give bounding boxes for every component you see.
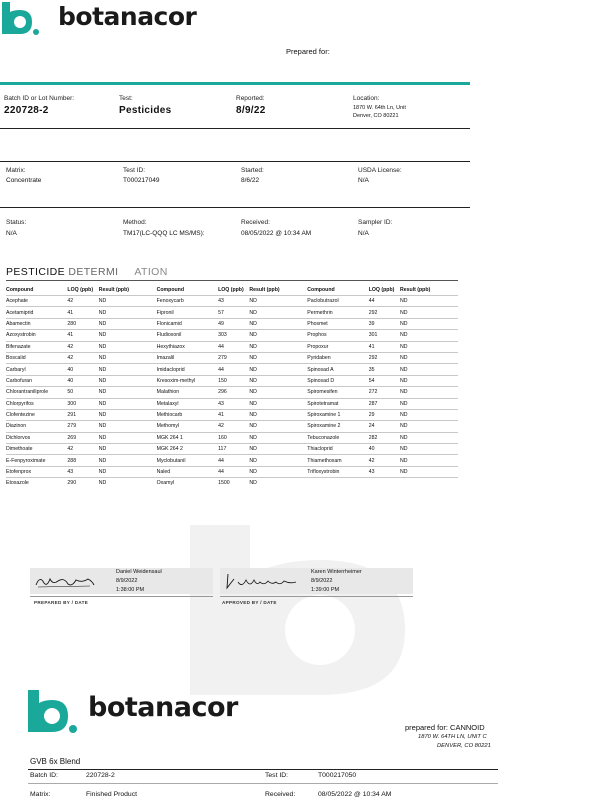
result-cell: ND [99,330,157,341]
result-cell: ND [99,421,157,432]
table-row [6,478,458,489]
loq-cell: 42 [67,296,98,307]
loq-cell: 150 [218,375,249,386]
compound-cell: Fludioxonil [157,330,218,341]
table-row [6,352,458,363]
batch-label: Batch ID or Lot Number: [4,95,75,102]
result-cell: ND [99,364,157,375]
compound-cell: Spirotetramat [307,398,368,409]
loq-cell: 54 [369,375,400,386]
compound-cell: Etoxazole [6,478,67,489]
loq-cell: 39 [369,318,400,329]
result-cell: ND [249,318,307,329]
result-cell: ND [249,455,307,466]
compound-cell: Prophos [307,330,368,341]
prepared-date: 8/9/2022 [116,578,138,584]
compound-cell: MGK 264 1 [157,432,218,443]
compound-cell: Boscalid [6,352,67,363]
reported-value: 8/9/22 [236,105,266,116]
approved-date: 8/9/2022 [311,578,333,584]
col-header-loq: LOQ (ppb) [67,287,94,293]
loq-cell: 303 [218,330,249,341]
compound-cell: Myclobutanil [157,455,218,466]
location-line1: 1870 W. 64th Ln, Unit [353,105,406,111]
result-cell: ND [99,375,157,386]
compound-cell: Thiamethoxam [307,455,368,466]
compound-cell: Chlorantraniliprole [6,387,67,398]
page2-rule-2 [28,783,498,784]
loq-cell: 42 [67,444,98,455]
loq-cell [369,478,400,489]
loq-cell: 300 [67,398,98,409]
table-row [6,330,458,341]
col-header-loq: LOQ (ppb) [368,287,395,293]
result-cell: ND [249,444,307,455]
loq-cell: 1500 [218,478,249,489]
compound-cell: Chlorpyrifos [6,398,67,409]
loq-cell: 42 [67,341,98,352]
loq-cell: 43 [218,296,249,307]
table-row [6,296,458,307]
compound-cell: Spinosad D [307,375,368,386]
botanacor-watermark-icon [180,515,410,695]
result-cell: ND [99,466,157,477]
compound-cell: Dimethoate [6,444,67,455]
result-cell: ND [249,409,307,420]
result-cell: ND [400,330,458,341]
compound-cell: Spiroxamine 2 [307,421,368,432]
table-row [6,432,458,443]
test-id-value: T000217049 [123,177,160,184]
result-cell: ND [400,375,458,386]
loq-cell: 43 [369,466,400,477]
page2-rule-1 [28,769,498,770]
prepared-name: Daniel Weidensaul [116,569,162,575]
loq-cell: 50 [67,387,98,398]
loq-cell: 35 [369,364,400,375]
compound-cell: Propoxur [307,341,368,352]
started-value: 8/6/22 [241,177,260,184]
loq-cell: 292 [369,307,400,318]
brand-name: botanacor [58,2,197,31]
compound-cell: Carbaryl [6,364,67,375]
location-line2: Denver, CO 80221 [353,113,399,119]
table-row [6,455,458,466]
result-cell: ND [249,432,307,443]
result-cell [400,478,458,489]
loq-cell: 290 [67,478,98,489]
loq-cell: 41 [67,307,98,318]
compound-cell [307,478,368,489]
col-header-result: Result (ppb) [399,287,431,293]
loq-cell: 272 [369,387,400,398]
result-cell: ND [249,352,307,363]
approved-caption: APPROVED BY / DATE [222,600,277,605]
loq-cell: 42 [218,421,249,432]
sampler-value: N/A [358,230,369,237]
result-cell: ND [99,296,157,307]
section-title-rule [6,280,458,281]
divider-2 [0,161,470,162]
compound-cell: Kresoxim-methyl [157,375,218,386]
botanacor-logo-icon-page2 [26,690,78,734]
compound-cell: Permethrin [307,307,368,318]
matrix-label: Matrix: [6,167,26,174]
compound-cell: Spinosad A [307,364,368,375]
table-row [6,364,458,375]
loq-cell: 41 [218,409,249,420]
approved-name: Karen Winterrheimer [311,569,362,575]
prepared-signature-icon [34,571,96,591]
compound-cell: Bifenazate [6,341,67,352]
approved-time: 1:39:00 PM [311,587,340,593]
table-row [6,466,458,477]
loq-cell: 160 [218,432,249,443]
result-cell: ND [249,341,307,352]
compound-cell: Trifloxystrobin [307,466,368,477]
result-cell: ND [249,307,307,318]
section-title-part1: PESTICIDE [6,266,69,278]
compound-cell: Hexythiazox [157,341,218,352]
compound-cell: Oxamyl [157,478,218,489]
result-cell: ND [400,466,458,477]
compound-cell: Methomyl [157,421,218,432]
loq-cell: 41 [67,330,98,341]
col-header-compound: Compound [307,287,335,293]
result-cell: ND [99,432,157,443]
batch-value: 220728-2 [4,105,49,116]
loq-cell: 44 [218,466,249,477]
section-title-part2: DETERMI [68,266,119,278]
received-label: Received: [241,219,270,226]
usda-label: USDA License: [358,167,402,174]
loq-cell: 40 [67,364,98,375]
result-cell: ND [99,398,157,409]
loq-cell: 291 [67,409,98,420]
loq-cell: 44 [369,296,400,307]
loq-cell: 279 [67,421,98,432]
page2-matrix-value: Finished Product [86,791,138,798]
compound-cell: Pyridaben [307,352,368,363]
compound-cell: Phosmet [307,318,368,329]
page2-batch-value: 220728-2 [86,772,115,779]
result-cell: ND [400,307,458,318]
result-cell: ND [400,409,458,420]
usda-value: N/A [358,177,369,184]
result-cell: ND [400,341,458,352]
loq-cell: 279 [218,352,249,363]
loq-cell: 282 [369,432,400,443]
result-cell: ND [249,421,307,432]
compound-cell: MGK 264 2 [157,444,218,455]
loq-cell: 43 [218,398,249,409]
method-value: TM17(LC-QQQ LC MS/MS): [123,230,205,237]
result-cell: ND [249,466,307,477]
reported-label: Reported: [236,95,265,102]
loq-cell: 41 [369,341,400,352]
compound-cell: Malathion [157,387,218,398]
compound-cell: Diazinon [6,421,67,432]
result-cell: ND [249,387,307,398]
result-cell: ND [400,387,458,398]
compound-cell: Thiacloprid [307,444,368,455]
compound-cell: Metalaxyl [157,398,218,409]
loq-cell: 301 [369,330,400,341]
pesticide-table [6,285,458,489]
compound-cell: Azoxystrobin [6,330,67,341]
started-label: Started: [241,167,264,174]
section-title [6,266,168,278]
page2-received-value: 08/05/2022 @ 10:34 AM [318,791,392,798]
loq-cell: 42 [369,455,400,466]
compound-cell: Clofentezine [6,409,67,420]
loq-cell: 287 [369,398,400,409]
page2-test-id-value: T000217050 [318,772,357,779]
result-cell: ND [99,341,157,352]
loq-cell: 117 [218,444,249,455]
divider-3 [0,207,470,208]
table-row [6,387,458,398]
prepared-time: 1:38:00 PM [116,587,145,593]
compound-cell: Etofenprox [6,466,67,477]
result-cell: ND [400,455,458,466]
loq-cell: 292 [369,352,400,363]
table-row [6,318,458,329]
botanacor-logo-icon [0,2,40,36]
result-cell: ND [249,398,307,409]
compound-cell: Imidacloprid [157,364,218,375]
result-cell: ND [99,352,157,363]
prepared-caption: PREPARED BY / DATE [34,600,89,605]
loq-cell: 24 [369,421,400,432]
page2-prepared-for: prepared for: CANNOID [405,723,485,732]
col-header-compound: Compound [6,287,34,293]
page2-test-id-label: Test ID: [265,772,289,779]
compound-cell: Methiocarb [157,409,218,420]
result-cell: ND [400,421,458,432]
prepared-for-label: Prepared for: [286,47,330,56]
result-cell: ND [99,307,157,318]
compound-cell: Spiroxamine 1 [307,409,368,420]
col-header-result: Result (ppb) [98,287,129,293]
result-cell: ND [400,296,458,307]
result-cell: ND [99,444,157,455]
page2-matrix-label: Matrix: [30,791,51,798]
loq-cell: 40 [67,375,98,386]
loq-cell: 57 [218,307,249,318]
table-row [6,398,458,409]
result-cell: ND [99,455,157,466]
product-name: GVB 6x Blend [30,757,81,766]
result-cell: ND [99,409,157,420]
compound-cell: Spiromesifen [307,387,368,398]
table-header-row [6,285,458,296]
result-cell: ND [400,352,458,363]
table-row [6,307,458,318]
page2-address-line2: DENVER, CO 80221 [437,743,491,749]
result-cell: ND [249,375,307,386]
loq-cell: 44 [218,364,249,375]
result-cell: ND [249,296,307,307]
result-cell: ND [400,318,458,329]
test-id-label: Test ID: [123,167,146,174]
status-label: Status: [6,219,27,226]
page2-batch-label: Batch ID: [30,772,58,779]
col-header-compound: Compound [156,287,185,293]
page2-address-line1: 1870 W. 64TH LN, UNIT C [418,734,487,740]
sampler-label: Sampler ID: [358,219,393,226]
result-cell: ND [400,398,458,409]
location-label: Location: [353,95,380,102]
approved-sig-rule [220,596,413,597]
brand-name-page2: botanacor [88,692,238,723]
compound-cell: Dichlorvos [6,432,67,443]
compound-cell: Carbofuran [6,375,67,386]
matrix-value: Concentrate [6,177,42,184]
table-row [6,375,458,386]
compound-cell: Flonicamid [157,318,218,329]
compound-cell: Naled [157,466,218,477]
compound-cell: E-Fenpyroximate [6,455,67,466]
table-row [6,341,458,352]
method-label: Method: [123,219,147,226]
result-cell: ND [99,318,157,329]
table-row [6,444,458,455]
result-cell: ND [249,478,307,489]
loq-cell: 43 [67,466,98,477]
compound-cell: Tebuconazole [307,432,368,443]
col-header-loq: LOQ (ppb) [218,287,244,293]
compound-cell: Fenoxycarb [157,296,218,307]
loq-cell: 42 [67,352,98,363]
loq-cell: 280 [67,318,98,329]
col-header-result: Result (ppb) [249,287,280,293]
result-cell: ND [249,330,307,341]
result-cell: ND [99,478,157,489]
test-value: Pesticides [119,105,172,116]
header-teal-rule [0,82,470,85]
table-row [6,409,458,420]
result-cell: ND [400,432,458,443]
loq-cell: 269 [67,432,98,443]
compound-cell: Imazalil [157,352,218,363]
compound-cell: Acetamiprid [6,307,67,318]
divider-1 [0,128,470,129]
loq-cell: 29 [369,409,400,420]
prepared-sig-rule [30,596,213,597]
loq-cell: 288 [67,455,98,466]
result-cell: ND [249,364,307,375]
loq-cell: 49 [218,318,249,329]
test-label: Test: [119,95,133,102]
result-cell: ND [400,364,458,375]
table-row [6,421,458,432]
result-cell: ND [400,444,458,455]
status-value: N/A [6,230,17,237]
loq-cell: 44 [218,455,249,466]
loq-cell: 44 [218,341,249,352]
compound-cell: Fipronil [157,307,218,318]
loq-cell: 296 [218,387,249,398]
loq-cell: 40 [369,444,400,455]
section-title-part3: ATION [134,266,168,278]
compound-cell: Abamectin [6,318,67,329]
received-value: 08/05/2022 @ 10:34 AM [241,230,312,237]
page2-received-label: Received: [265,791,296,798]
approved-signature-icon [224,570,304,592]
compound-cell: Acephate [6,296,67,307]
result-cell: ND [99,387,157,398]
compound-cell: Paclobutrazol [307,296,368,307]
